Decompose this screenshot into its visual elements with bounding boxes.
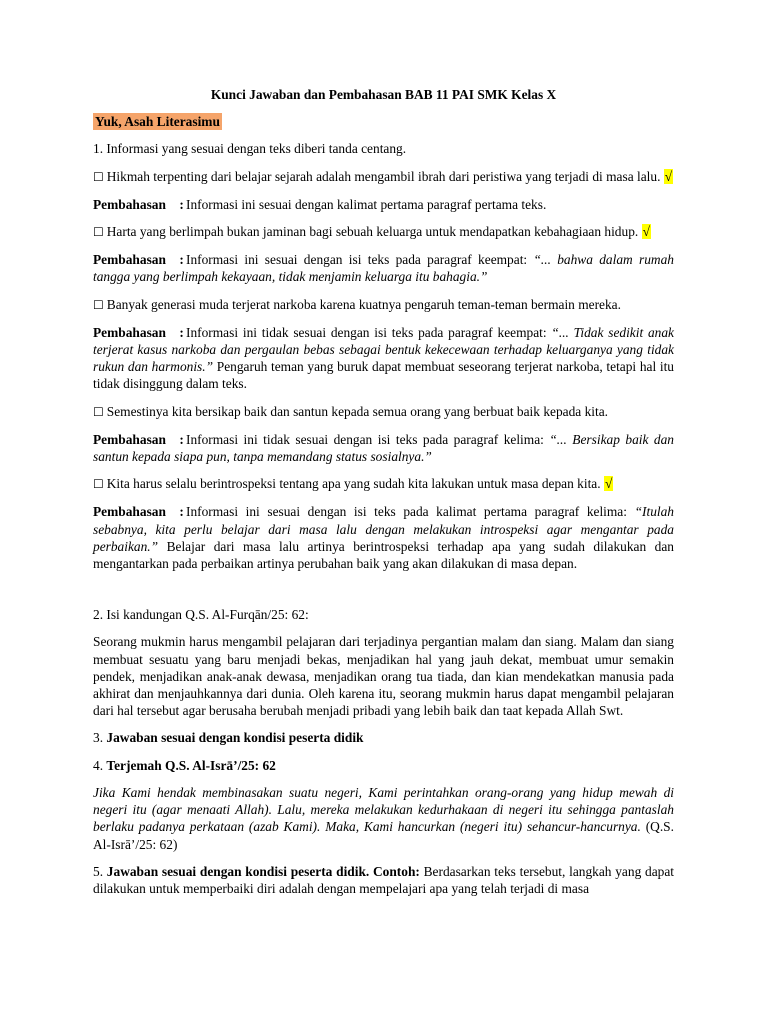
pembahasan-text: Informasi ini sesuai dengan isi teks pada paragraf keempat: <box>186 252 534 268</box>
statement-text: Kita harus selalu berintrospeksi tentang apa yang sudah kita lakukan untuk masa depan kita. <box>106 476 601 492</box>
checkbox-icon[interactable]: ☐ <box>93 297 104 312</box>
pembahasan-5 <box>93 503 674 572</box>
checkmark-icon: √ <box>642 224 650 240</box>
pembahasan-tail: Pengaruh teman yang buruk dapat membuat seseorang terjerat narkoba, tetapi hal itu tidak disinggung dalam teks. <box>93 359 674 392</box>
statement-5 <box>93 475 674 493</box>
pembahasan-label: Pembahasan : <box>93 504 184 520</box>
pembahasan-quote: “... Bersikap baik dan santun kepada siapa pun, tanpa memandang status sosialnya.” <box>93 431 674 465</box>
question-5: 5. Jawaban sesuai dengan kondisi peserta didik. Contoh: Berdasarkan teks tersebut, langkah yang dapat dilakukan untuk memperbaiki diri adalah dengan mempelajari apa yang telah terjadi di masa <box>93 863 675 896</box>
pembahasan-4 <box>93 431 674 465</box>
statement-4 <box>93 403 674 421</box>
pembahasan-quote: “Itulah sebabnya, kita perlu belajar dari masa lalu dengan melakukan introspeksi agar mengantar pada perbaikan.” <box>93 504 674 554</box>
pembahasan-quote: “... Tidak sedikit anak terjerat kasus narkoba dan pergaulan bebas sebagai bentuk kekecewaan terhadap keluarganya yang tidak rukun dan harmonis.” <box>93 324 675 375</box>
checkbox-icon[interactable]: ☐ <box>93 169 104 184</box>
question-4-translation: Jika Kami hendak membinasakan suatu negeri, Kami perintahkan orang-orang yang hidup mewah di negeri itu (agar menaati Allah). Lalu, mereka melakukan kedurhakaan di negeri itu sehingga pantaslah berlaku padanya perkataan (azab Kami). Maka, Kami hancurkan (negeri itu) sehancur-hancurnya. (Q.S. Al-Isrā’/25: 62) <box>93 784 674 852</box>
pembahasan-3 <box>93 324 674 393</box>
document-page <box>93 82 674 907</box>
question-4-heading: 4. Terjemah Q.S. Al-Isrā’/25: 62 <box>93 757 276 773</box>
question-3: 3. Jawaban sesuai dengan kondisi peserta didik <box>93 730 364 746</box>
pembahasan-label: Pembahasan : <box>93 431 184 447</box>
pembahasan-quote: “... bahwa dalam rumah tangga yang berlimpah kekayaan, tidak menjamin keluarga itu bahagia.” <box>93 252 674 285</box>
question-2-heading: 2. Isi kandungan Q.S. Al-Furqān/25: 62: <box>93 607 309 623</box>
checkmark-icon: √ <box>604 476 613 492</box>
pembahasan-text: Informasi ini sesuai dengan isi teks pada kalimat pertama paragraf kelima: <box>186 504 635 520</box>
pembahasan-label: Pembahasan : <box>93 252 184 268</box>
pembahasan-1 <box>93 196 674 213</box>
pembahasan-2 <box>93 251 674 285</box>
checkmark-icon: √ <box>664 168 673 184</box>
pembahasan-text: Informasi ini tidak sesuai dengan isi teks pada paragraf kelima: <box>186 431 550 447</box>
question-1-intro: 1. Informasi yang sesuai dengan teks diberi tanda centang. <box>93 141 407 157</box>
pembahasan-text: Informasi ini tidak sesuai dengan isi teks pada paragraf keempat: <box>186 324 552 340</box>
statement-3 <box>93 296 674 314</box>
spacer <box>93 582 674 606</box>
statement-2 <box>93 223 674 241</box>
checkbox-icon[interactable]: ☐ <box>93 225 104 240</box>
checkbox-icon[interactable]: ☐ <box>93 404 104 419</box>
question-2-body: Seorang mukmin harus mengambil pelajaran dari terjadinya pergantian malam dan siang. Malam dan siang membuat sesuatu yang baru menjadi bekas, menjadikan hal yang jauh dekat, membuat umur semakin pendek, menjadikan anak-anak dewasa, menjadikan orang tua tiada, dan kian mendekatkan manusia pada akhirat dan menjauhkannya dari dunia. Oleh karena itu, seorang mukmin harus dapat mengambil pelajaran dari hal tersebut agar berusaha berubah menjadi pribadi yang lebih baik dan taat kepada Allah Swt. <box>93 634 674 719</box>
statement-text: Harta yang berlimpah bukan jaminan bagi sebuah keluarga untuk mendapatkan kebahagiaan hidup. <box>106 224 639 240</box>
statement-text: Banyak generasi muda terjerat narkoba karena kuatnya pengaruh teman-teman bermain mereka. <box>106 296 621 312</box>
pembahasan-label: Pembahasan : <box>93 324 184 340</box>
document-title: Kunci Jawaban dan Pembahasan BAB 11 PAI SMK Kelas X <box>210 87 557 102</box>
statement-text: Hikmah terpenting dari belajar sejarah adalah mengambil ibrah dari peristiwa yang terjadi di masa lalu. <box>106 168 661 184</box>
pembahasan-tail: Belajar dari masa lalu artinya berintrospeksi terhadap apa yang sudah dilakukan dan mengantarkan pada perbaikan artinya perubahan baik yang akan dilakukan di masa depan. <box>93 538 674 572</box>
statement-1 <box>93 168 674 186</box>
statement-text: Semestinya kita bersikap baik dan santun kepada semua orang yang berbuat baik kepada kita. <box>106 403 609 419</box>
checkbox-icon[interactable]: ☐ <box>93 477 104 492</box>
section-heading: Yuk, Asah Literasimu <box>95 114 220 130</box>
pembahasan-label: Pembahasan : <box>93 196 184 212</box>
pembahasan-text: Informasi ini sesuai dengan kalimat pertama paragraf pertama teks. <box>186 196 547 212</box>
